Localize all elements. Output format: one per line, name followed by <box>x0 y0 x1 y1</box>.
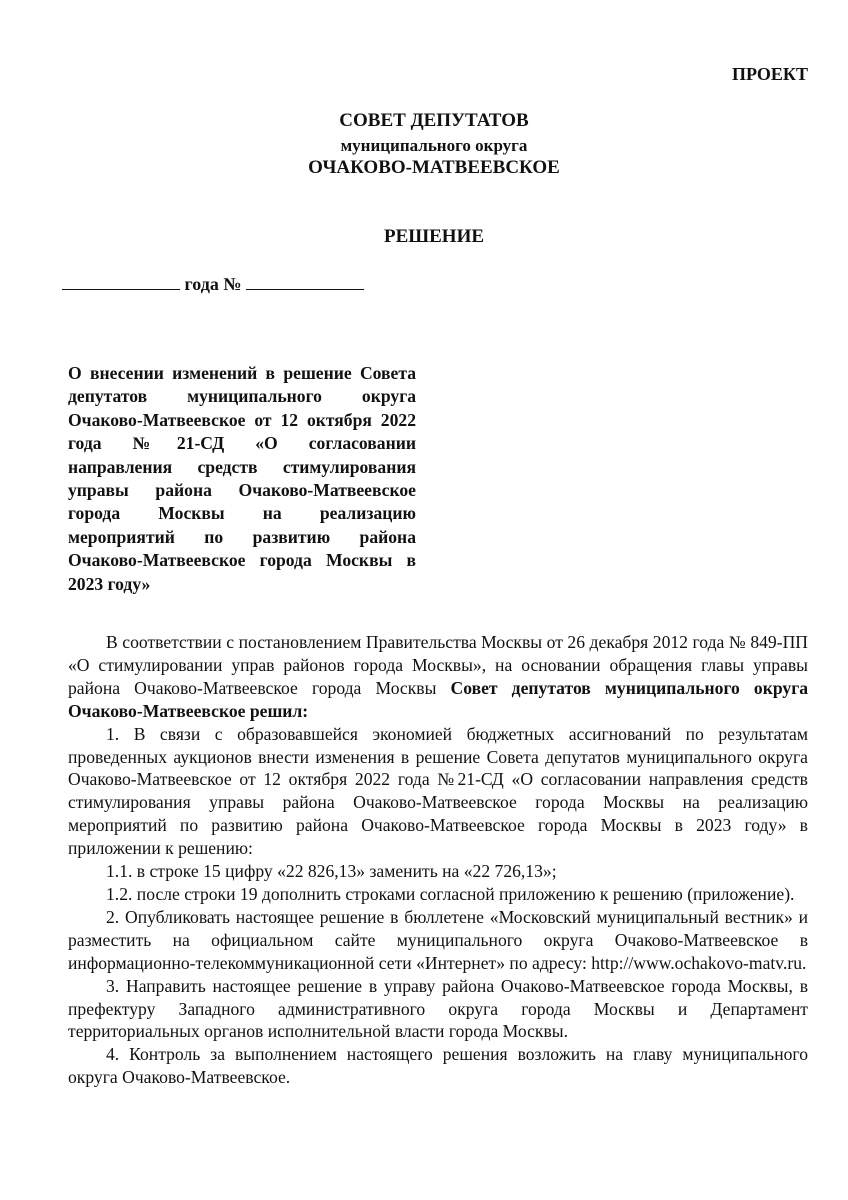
decision-subject: О внесении изменений в решение Совета депутатов муниципального округа Очаково-Матвеевское от 12 октября 2022 года №21-СД «О согласовании направления средств стимулирования управы района Очаково-Матвеевское города Москвы на реализацию мероприятий по развитию района Очаково-Матвеевское города Москвы в 2023 году» <box>68 363 416 594</box>
item-3: 3. Направить настоящее решение в управу района Очаково-Матвеевское города Москвы, в префектуру Западного административного округа города Москвы и Департамент территориальных органов исполнительной власти города Москвы. <box>68 975 808 1042</box>
date-number-line <box>62 273 364 295</box>
item-4: 4. Контроль за выполнением настоящего решения возложить на главу муниципального округа Очаково-Матвеевское. <box>68 1044 808 1088</box>
preamble-paragraph <box>68 631 808 723</box>
date-blank <box>62 273 180 290</box>
preamble-resolution: Совет депутатов муниципального округа Очаково-Матвеевское решил: <box>68 677 808 721</box>
item-1-2: 1.2. после строки 19 дополнить строками согласной приложению к решению (приложение). <box>106 883 795 904</box>
date-word: года № <box>184 274 242 294</box>
org-title: СОВЕТ ДЕПУТАТОВ <box>339 110 529 131</box>
draft-label: ПРОЕКТ <box>732 64 808 84</box>
document-type: РЕШЕНИЕ <box>383 226 485 247</box>
item-2: 2. Опубликовать настоящее решение в бюллетене «Московский муниципальный вестник» и разместить на официальном сайте муниципального округа Очаково-Матвеевское в информационно-телекоммуникационной сети «Интернет» по адресу: http://www.ochakovo-matv.ru. <box>68 906 808 973</box>
number-blank <box>246 273 364 290</box>
preamble-text: В соответствии с постановлением Правительства Москвы от 26 декабря 2012 года № 849-ПП «О стимулировании управ районов города Москвы», на основании обращения главы управы района Очаково-Матвеевское города Москвы <box>68 632 808 698</box>
decision-body <box>68 631 808 1089</box>
item-1-1: 1.1. в строке 15 цифру «22 826,13» заменить на «22 726,13»; <box>106 861 557 882</box>
org-subtitle: муниципального округа <box>340 136 528 155</box>
item-1: 1. В связи с образовавшейся экономией бюджетных ассигнований по результатам проведенных аукционов внести изменения в решение Совета депутатов муниципального округа Очаково-Матвеевское от 12 октября 2022 года №21-СД «О согласовании направления средств стимулирования управы района Очаково-Матвеевское города Москвы на реализацию мероприятий по развитию района Очаково-Матвеевское города Москвы в 2023 году» в приложении к решению: <box>68 723 808 859</box>
org-name: ОЧАКОВО-МАТВЕЕВСКОЕ <box>308 157 560 178</box>
